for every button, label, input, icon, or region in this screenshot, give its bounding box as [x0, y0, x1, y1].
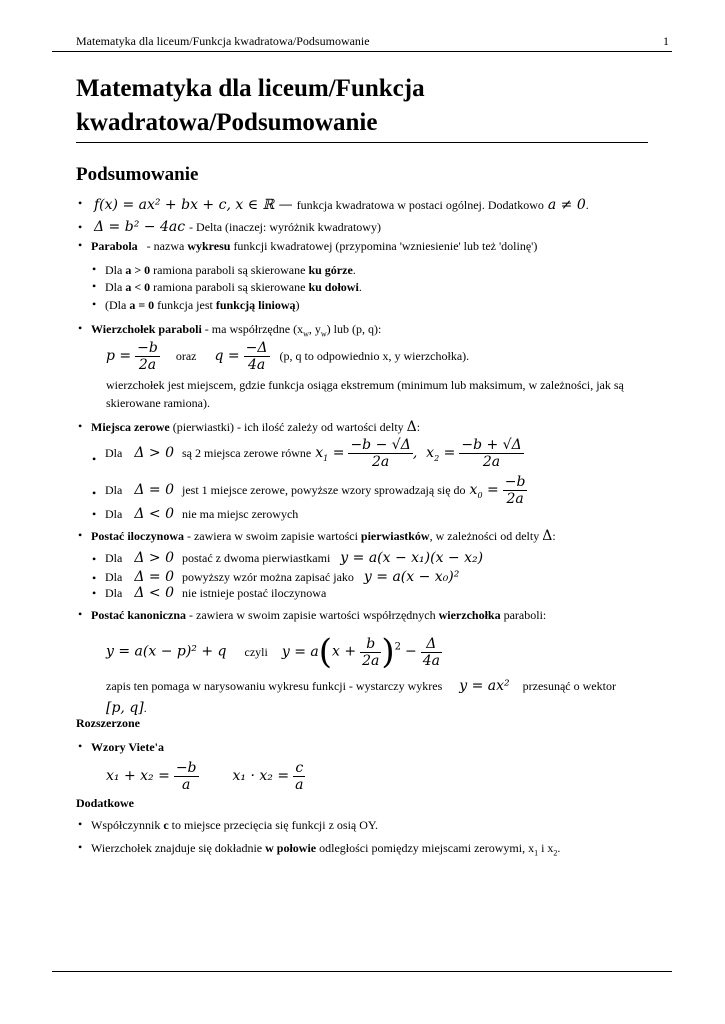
- header-rule: [52, 51, 672, 52]
- delta-item: [94, 218, 381, 236]
- extra-item-1: Współczynnik c to miejsce przecięcia się funkcji z osią OY.: [91, 818, 379, 832]
- product-gt-item: Dla Δ > 0 postać z dwoma pierwiastkami y = a(x − x₁)(x − x₂): [105, 550, 484, 566]
- sub-bullet: •: [92, 279, 97, 293]
- title-rule: [76, 142, 648, 143]
- parabola-label: Parabola: [91, 239, 138, 253]
- viete-formulas: x₁ + x₂ = $\frac{-b}{a}$ x₁ · x₂ = $\frac{c}{a}$: [106, 760, 304, 793]
- general-form-formula: f(x) = ax² + bx + c, x ∈ ℝ —: [94, 197, 293, 213]
- zeros-label: Miejsca zerowe: [91, 420, 170, 434]
- delta-text: - Delta (inaczej: wyróżnik kwadratowy): [189, 220, 381, 234]
- sub-bullet: •: [92, 452, 97, 466]
- bullet: •: [78, 840, 83, 854]
- vertex-q-fraction: $\frac{-\Delta}{4a}$: [245, 340, 268, 373]
- canonical-shift-text: zapis ten pomaga w narysowaniu wykresu funkcji - wystarczy wykres y = ax² przesunąć o wektor: [106, 678, 616, 694]
- vertex-item: Wierzchołek paraboli - ma współrzędne ($x_w$, $y_w$) lub (p, q):: [91, 322, 382, 339]
- delta-formula: Δ = b² − 4ac: [94, 219, 186, 235]
- general-form-text: funkcja kwadratowa w postaci ogólnej. Dodatkowo: [296, 198, 544, 212]
- bullet: •: [78, 196, 83, 210]
- sub-bullet: •: [92, 552, 97, 566]
- bullet: •: [78, 220, 83, 234]
- vertex-p-fraction: $\frac{-b}{2a}$: [137, 340, 158, 373]
- canonical-vector: [p, q].: [106, 700, 147, 716]
- vertex-formulas: p = $\frac{-b}{2a}$ oraz q = $\frac{-\Delta}{4a}$ (p, q to odpowiednio x, y wierzchołka).: [106, 340, 470, 373]
- a-nonzero-formula: a ≠ 0: [547, 197, 586, 213]
- zeros-item: Miejsca zerowe (pierwiastki) - ich ilość zależy od wartości delty Δ:: [91, 419, 421, 435]
- canonical-form-item: Postać kanoniczna - zawiera w swoim zapisie wartości współrzędnych wierzchołka paraboli:: [91, 608, 547, 622]
- parabola-item: Parabola - nazwa wykresu funkcji kwadratowej (przypomina 'wzniesienie' lub też 'dolinę'): [91, 239, 538, 253]
- product-eq-item: Dla Δ = 0 powyższy wzór można zapisać jako y = a(x − x₀)²: [105, 569, 460, 585]
- zeros-gt-item: Dla Δ > 0 są 2 miejsca zerowe równe $x_1$ = $\frac{-b - √\Delta}{2a}$ , $x_2$ = $\frac{-b + √\Delta}{2a}$: [105, 437, 522, 470]
- product-form-label: Postać iloczynowa: [91, 529, 184, 543]
- sub-bullet: •: [92, 486, 97, 500]
- vertex-label: Wierzchołek paraboli: [91, 322, 202, 336]
- footer-rule: [52, 971, 672, 972]
- sub-bullet: •: [92, 507, 97, 521]
- parabola-up-item: Dla a > 0 ramiona paraboli są skierowane ku górze.: [105, 263, 356, 277]
- bullet: •: [78, 607, 83, 621]
- vertex-explanation-2: skierowane ramiona).: [106, 396, 210, 410]
- sub-bullet: •: [92, 586, 97, 600]
- bullet: •: [78, 817, 83, 831]
- canonical-form-label: Postać kanoniczna: [91, 608, 187, 622]
- section-heading-extended: Rozszerzone: [76, 716, 140, 730]
- canonical-formula: y = a(x − p)² + q czyli y = a(x + $\frac{b}{2a}$ )$^2$ − $\frac{\Delta}{4a}$: [106, 632, 440, 672]
- bullet: •: [78, 528, 83, 542]
- parabola-down-item: Dla a < 0 ramiona paraboli są skierowane ku dołowi.: [105, 280, 362, 294]
- general-form-item: f(x) = ax² + bx + c, x ∈ ℝ — funkcja kwadratowa w postaci ogólnej. Dodatkowo a ≠ 0.: [94, 197, 589, 213]
- sub-bullet: •: [92, 571, 97, 585]
- zeros-lt-item: Dla Δ < 0 nie ma miejsc zerowych: [105, 506, 299, 522]
- product-lt-item: Dla Δ < 0 nie istnieje postać iloczynowa: [105, 585, 327, 601]
- bullet: •: [78, 238, 83, 252]
- vertex-explanation-1: wierzchołek jest miejscem, gdzie funkcja osiąga ekstremum (minimum lub maksimum, w zależności, jak są: [106, 378, 624, 392]
- section-heading-summary: Podsumowanie: [76, 164, 199, 185]
- bullet: •: [78, 419, 83, 433]
- bullet: •: [78, 739, 83, 753]
- sub-bullet: •: [92, 297, 97, 311]
- zeros-eq-item: Dla Δ = 0 jest 1 miejsce zerowe, powyższe wzory sprowadzają się do $x_0$ = $\frac{-b}{2a}$: [105, 474, 526, 507]
- product-form-item: Postać iloczynowa - zawiera w swoim zapisie wartości pierwiastków, w zależności od delty Δ:: [91, 528, 556, 544]
- parabola-zero-item: (Dla a = 0 funkcja jest funkcją liniową): [105, 298, 300, 312]
- sub-bullet: •: [92, 262, 97, 276]
- page-number: 1: [663, 34, 669, 48]
- extra-item-2: Wierzchołek znajduje się dokładnie w połowie odległości pomiędzy miejscami zerowymi, $x_1$ i $x_2$.: [91, 841, 561, 858]
- section-heading-extra: Dodatkowe: [76, 796, 135, 810]
- running-header-title: Matematyka dla liceum/Funkcja kwadratowa/Podsumowanie: [76, 34, 370, 48]
- viete-label: Wzory Viete'a: [91, 740, 164, 754]
- page-title: Matematyka dla liceum/Funkcja kwadratowa/Podsumowanie: [76, 75, 425, 136]
- bullet: •: [78, 321, 83, 335]
